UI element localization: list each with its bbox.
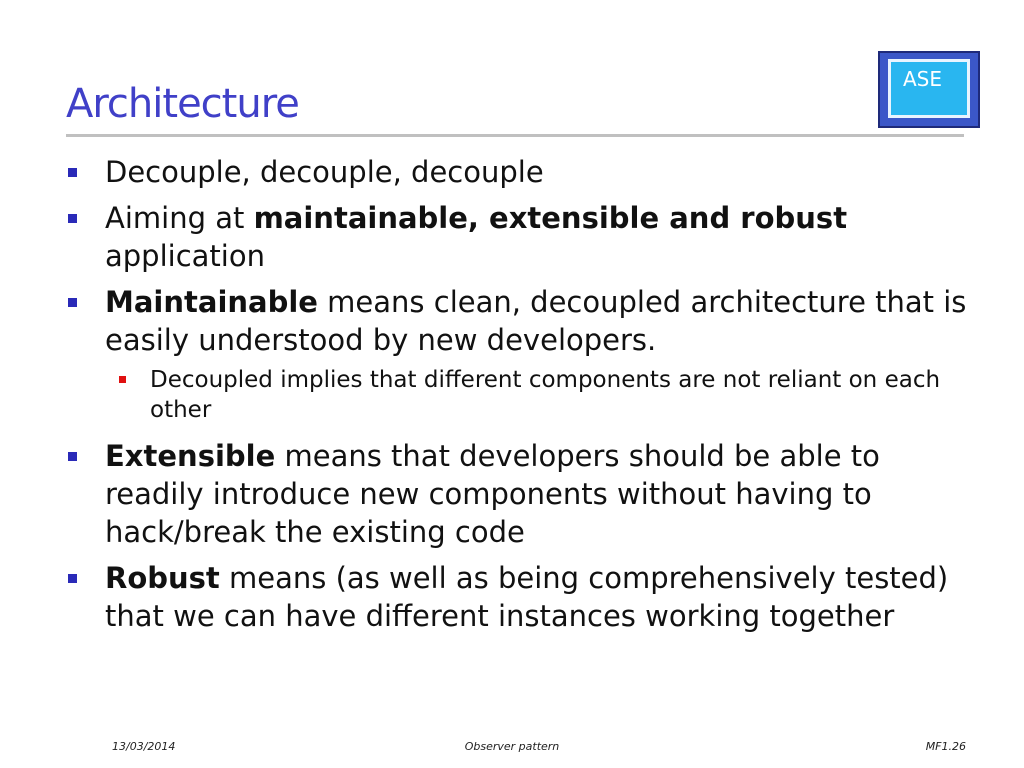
square-bullet-icon [68,452,77,461]
footer-page-number: MF1.26 [925,740,966,753]
bullet-text-post: application [105,239,265,273]
bullet-item-extensible [0,437,1024,551]
square-bullet-icon [68,298,77,307]
bullet-item-robust [0,559,1024,635]
bullet-text-bold: maintainable, extensible and robust [253,201,848,235]
bullet-text-bold: Robust [105,561,220,595]
bullet-text-bold: Maintainable [105,285,318,319]
bullet-item-decouple [0,153,1024,191]
ase-logo-inner [888,59,970,118]
bullet-text-post: means that developers should be able to readily introduce new components without having to hack/break the existing code [105,439,880,549]
bullet-text: Decouple, decouple, decouple [105,155,544,189]
footer-date: 13/03/2014 [112,740,176,753]
square-bullet-icon [68,574,77,583]
square-bullet-icon [68,168,77,177]
bullet-text-post: means clean, decoupled architecture that is easily understood by new developers. [105,285,967,357]
bullet-text-pre: Aiming at [105,201,254,235]
ase-logo-text: ASE [903,67,943,91]
bullet-item-maintainable [0,283,1024,359]
footer-title: Observer pattern [464,740,560,753]
square-bullet-icon [68,214,77,223]
bullet-text-bold: Extensible [105,439,276,473]
slide-title: Architecture [66,81,299,127]
square-sub-bullet-icon [119,376,126,383]
sub-bullet-item-decoupled [0,365,1024,425]
bullet-list [0,153,1024,643]
sub-bullet-text: Decoupled implies that different components are not reliant on each other [150,367,941,423]
ase-logo [878,51,980,128]
bullet-item-aiming [0,199,1024,275]
title-divider [66,134,964,137]
bullet-text-post: means (as well as being comprehensively tested) that we can have different instances working together [105,561,949,633]
